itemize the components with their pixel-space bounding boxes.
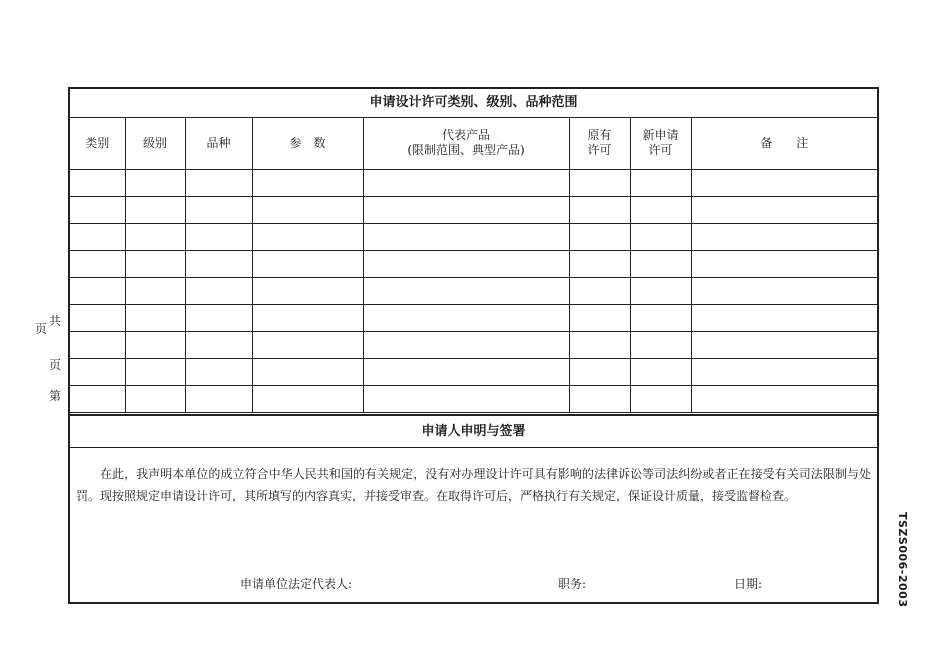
table-cell-original[interactable] — [569, 170, 630, 197]
table-cell-params[interactable] — [252, 197, 363, 224]
document-code: TSZS006-2003 — [896, 512, 909, 608]
table-cell-new_request[interactable] — [630, 359, 691, 386]
table-cell-variety[interactable] — [185, 386, 252, 413]
table-cell-product[interactable] — [363, 197, 569, 224]
table-cell-variety[interactable] — [185, 278, 252, 305]
margin-total-char: 共 — [49, 314, 62, 328]
table-cell-product[interactable] — [363, 278, 569, 305]
table-cell-params[interactable] — [252, 359, 363, 386]
header-new-request-line1: 新申请 — [642, 128, 679, 142]
table-cell-category[interactable] — [70, 278, 125, 305]
table-cell-remarks[interactable] — [691, 386, 877, 413]
table-header-row — [70, 117, 877, 170]
application-form — [68, 87, 879, 604]
table-cell-product[interactable] — [363, 251, 569, 278]
header-params: 参 数 — [252, 117, 363, 170]
position-label: 职务: — [558, 577, 587, 591]
table-row — [70, 359, 877, 386]
header-grade: 级别 — [125, 117, 185, 170]
table-cell-params[interactable] — [252, 332, 363, 359]
table-cell-new_request[interactable] — [630, 332, 691, 359]
table-cell-remarks[interactable] — [691, 170, 877, 197]
margin-page-char: 页 — [49, 358, 62, 372]
table-row — [70, 197, 877, 224]
table-cell-grade[interactable] — [125, 305, 185, 332]
table-cell-product[interactable] — [363, 386, 569, 413]
table-row — [70, 386, 877, 413]
table-cell-variety[interactable] — [185, 170, 252, 197]
table-cell-params[interactable] — [252, 386, 363, 413]
header-new-request — [630, 117, 691, 170]
date-label: 日期: — [734, 577, 763, 591]
header-remarks: 备 注 — [691, 117, 877, 170]
table-cell-params[interactable] — [252, 170, 363, 197]
table-cell-remarks[interactable] — [691, 197, 877, 224]
table-cell-variety[interactable] — [185, 224, 252, 251]
header-product-line2: (限制范围、典型产品) — [407, 143, 525, 157]
table-cell-params[interactable] — [252, 251, 363, 278]
table-row — [70, 305, 877, 332]
table-cell-category[interactable] — [70, 332, 125, 359]
header-variety: 品种 — [185, 117, 252, 170]
table-cell-category[interactable] — [70, 359, 125, 386]
table-cell-product[interactable] — [363, 305, 569, 332]
margin-page-char-left: 页 — [35, 322, 48, 336]
table-cell-original[interactable] — [569, 197, 630, 224]
table-cell-variety[interactable] — [185, 197, 252, 224]
header-new-request-line2: 许可 — [648, 143, 673, 157]
header-product-line1: 代表产品 — [441, 128, 490, 142]
table-cell-category[interactable] — [70, 305, 125, 332]
table-cell-remarks[interactable] — [691, 278, 877, 305]
table-cell-grade[interactable] — [125, 251, 185, 278]
declaration-text: 在此，我声明本单位的成立符合中华人民共和国的有关规定，没有对办理设计许可具有影响的法律诉讼等司法纠纷或者正在接受有关司法限制与处罚。现按照规定申请设计许可，其所填写的内容真实，并接受审查。在取得许可后，严格执行有关规定，保证设计质量，接受监督检查。 — [76, 467, 871, 503]
table-cell-params[interactable] — [252, 278, 363, 305]
table-row — [70, 278, 877, 305]
table-cell-grade[interactable] — [125, 332, 185, 359]
header-product — [363, 117, 569, 170]
scope-table — [70, 117, 877, 413]
table-row — [70, 170, 877, 197]
table-cell-category[interactable] — [70, 251, 125, 278]
header-category: 类别 — [70, 117, 125, 170]
table-cell-product[interactable] — [363, 224, 569, 251]
scope-table-title: 申请设计许可类别、级别、品种范围 — [70, 89, 877, 118]
header-original-line1: 原有 — [587, 128, 612, 142]
table-row — [70, 224, 877, 251]
legal-rep-label: 申请单位法定代表人: — [240, 577, 353, 591]
table-cell-product[interactable] — [363, 332, 569, 359]
table-cell-category[interactable] — [70, 224, 125, 251]
table-cell-variety[interactable] — [185, 251, 252, 278]
table-row — [70, 332, 877, 359]
header-original-line2: 许可 — [587, 143, 612, 157]
table-cell-original[interactable] — [569, 224, 630, 251]
table-body — [70, 170, 877, 413]
table-cell-category[interactable] — [70, 197, 125, 224]
table-cell-params[interactable] — [252, 224, 363, 251]
table-cell-params[interactable] — [252, 305, 363, 332]
declaration-title: 申请人申明与签署 — [70, 414, 877, 448]
table-cell-grade[interactable] — [125, 224, 185, 251]
table-cell-category[interactable] — [70, 386, 125, 413]
table-cell-new_request[interactable] — [630, 224, 691, 251]
table-cell-original[interactable] — [569, 305, 630, 332]
table-cell-remarks[interactable] — [691, 224, 877, 251]
margin-ordinal-char: 第 — [49, 389, 62, 403]
table-cell-remarks[interactable] — [691, 359, 877, 386]
table-cell-remarks[interactable] — [691, 251, 877, 278]
table-cell-new_request[interactable] — [630, 278, 691, 305]
table-cell-grade[interactable] — [125, 359, 185, 386]
table-cell-new_request[interactable] — [630, 251, 691, 278]
table-cell-original[interactable] — [569, 359, 630, 386]
table-cell-new_request[interactable] — [630, 170, 691, 197]
table-cell-variety[interactable] — [185, 305, 252, 332]
table-cell-original[interactable] — [569, 386, 630, 413]
table-cell-grade[interactable] — [125, 197, 185, 224]
table-cell-product[interactable] — [363, 170, 569, 197]
table-cell-remarks[interactable] — [691, 332, 877, 359]
table-cell-original[interactable] — [569, 251, 630, 278]
table-cell-product[interactable] — [363, 359, 569, 386]
table-cell-variety[interactable] — [185, 359, 252, 386]
table-cell-new_request[interactable] — [630, 386, 691, 413]
table-cell-original[interactable] — [569, 332, 630, 359]
table-cell-grade[interactable] — [125, 170, 185, 197]
header-original — [569, 117, 630, 170]
table-cell-category[interactable] — [70, 170, 125, 197]
table-cell-remarks[interactable] — [691, 305, 877, 332]
table-cell-original[interactable] — [569, 278, 630, 305]
table-cell-new_request[interactable] — [630, 305, 691, 332]
table-row — [70, 251, 877, 278]
table-cell-grade[interactable] — [125, 386, 185, 413]
table-cell-new_request[interactable] — [630, 197, 691, 224]
table-cell-grade[interactable] — [125, 278, 185, 305]
table-cell-variety[interactable] — [185, 332, 252, 359]
